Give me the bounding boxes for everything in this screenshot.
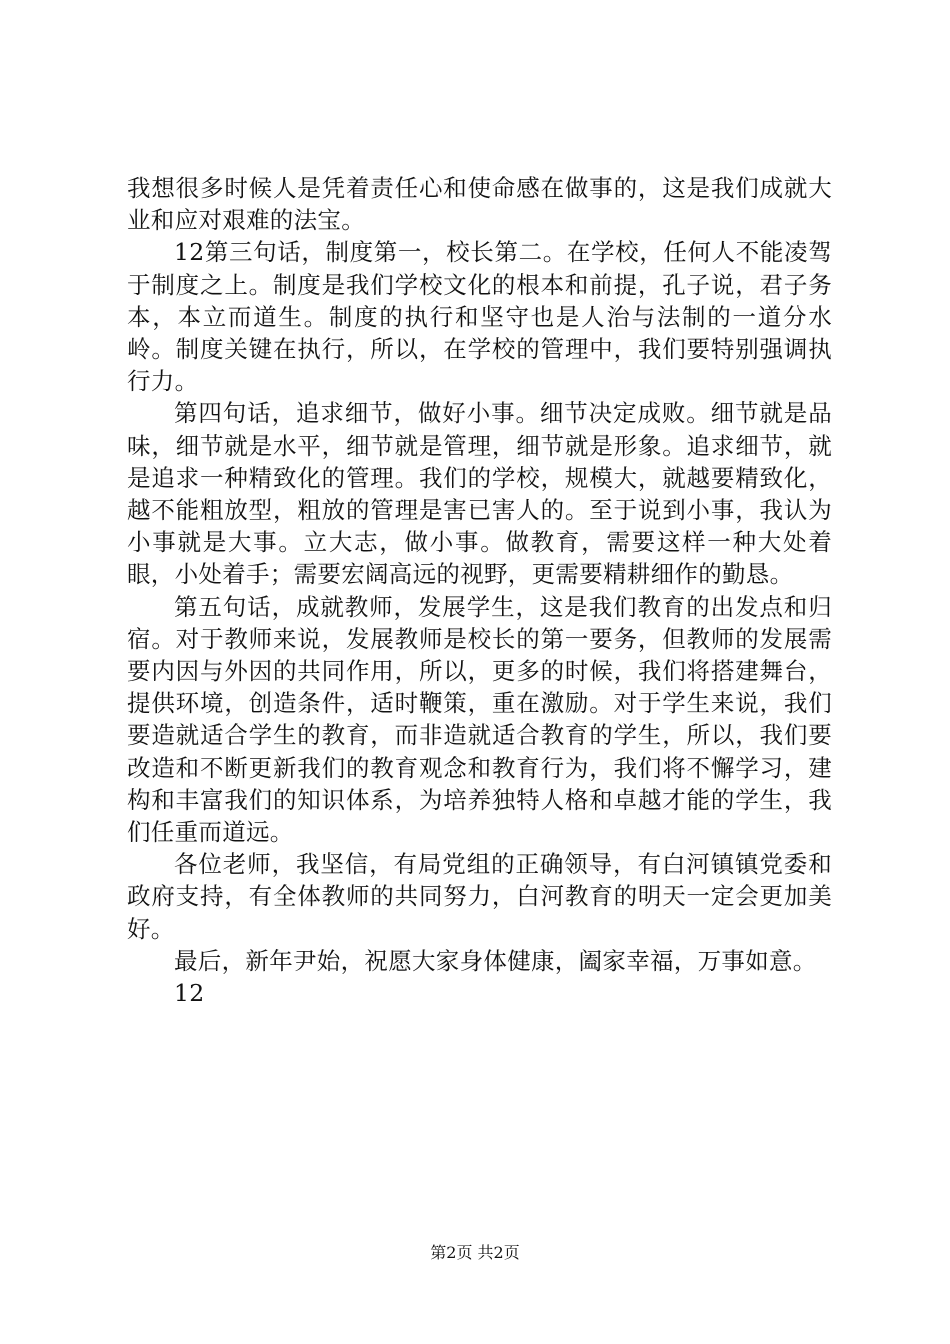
paragraph-new-year-wish: 最后，新年尹始，祝愿大家身体健康，阖家幸福，万事如意。 — [174, 946, 817, 975]
paragraph-closing-belief: 各位老师，我坚信，有局党组的正确领导，有白河镇镇党委和政府支持，有全体教师的共同努力，白河教育的明天一定会更加美好。 — [127, 850, 832, 943]
paragraph-number: 12 — [174, 979, 205, 1008]
paragraph-fifth-point: 第五句话，成就教师，发展学生，这是我们教育的出发点和归宿。对于教师来说，发展教师是校长的第一要务，但教师的发展需要内因与外因的共同作用，所以，更多的时候，我们将搭建舞台，提供环境，创造条件，适时鞭策，重在激励。对于学生来说，我们要造就适合学生的教育，而非造就适合教育的学生，所以，我们要改造和不断更新我们的教育观念和教育行为，我们将不懈学习，建构和丰富我们的知识体系，为培养独特人格和卓越才能的学生，我们任重而道远。 — [127, 592, 832, 847]
paragraph-third-point: 12第三句话，制度第一，校长第二。在学校，任何人不能凌驾于制度之上。制度是我们学校文化的根本和前提，孔子说，君子务本，本立而道生。制度的执行和坚守也是人治与法制的一道分水岭。制度关键在执行，所以，在学校的管理中，我们要特别强调执行力。 — [127, 238, 832, 396]
page-footer: 第2页 共2页 — [430, 1243, 520, 1262]
paragraph-continuation: 我想很多时候人是凭着责任心和使命感在做事的，这是我们成就大业和应对艰难的法宝。 — [127, 174, 832, 235]
paragraph-fourth-point: 第四句话，追求细节，做好小事。细节决定成败。细节就是品味，细节就是水平，细节就是管理，细节就是形象。追求细节，就是追求一种精致化的管理。我们的学校，规模大，就越要精致化，越不能粗放型，粗放的管理是害已害人的。至于说到小事，我认为小事就是大事。立大志，做小事。做教育，需要这样一种大处着眼，小处着手；需要宏阔高远的视野，更需要精耕细作的勤恳。 — [127, 399, 832, 589]
document-body — [127, 172, 832, 1009]
